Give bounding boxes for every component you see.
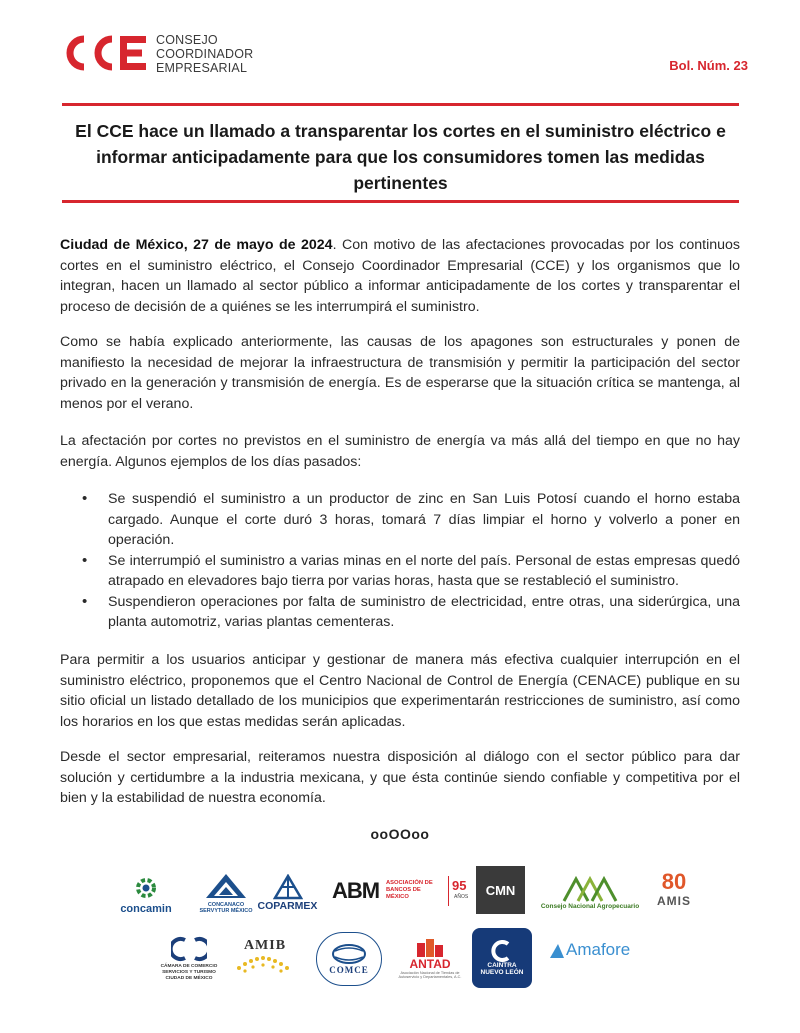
- letterhead: [58, 28, 748, 88]
- paragraph-4: Para permitir a los usuarios anticipar y gestionar de manera más efectiva cualquier interrupción en el suministro eléctrico, proponemos que el Centro Nacional de Control de Energía (CENACE) publique en su sitio oficial un listado detallado de los municipios que experimentarán restricciones de suministro, así como los horarios en los que estas medidas serán aplicadas.: [60, 652, 740, 730]
- amib-label: AMIB: [243, 938, 287, 953]
- abm-95: 95: [452, 878, 467, 893]
- cce-logo: [58, 30, 150, 76]
- org-line-3: EMPRESARIAL: [156, 61, 248, 75]
- abm-logo: [332, 876, 470, 908]
- comce-label: COMCE: [329, 965, 369, 975]
- comce-logo: [316, 932, 382, 986]
- antad-subtitle: Asociación Nacional de Tiendas de Autoservicio y Departamentales, A.C.: [398, 970, 462, 979]
- abm-mark: ABM: [332, 878, 380, 903]
- amis-label: AMIS: [657, 894, 691, 908]
- amafore-logo: [548, 940, 654, 964]
- abm-anos: AÑOS: [454, 894, 469, 900]
- cmn-logo: [476, 866, 525, 914]
- concamin-label: concamin: [120, 903, 172, 915]
- org-line-1: CONSEJO: [156, 33, 218, 47]
- antad-building-icon: [413, 937, 447, 957]
- paragraph-2: Como se había explicado anteriormente, las causas de los apagones son estructurales y ponen de manifiesto la necesidad de mejorar la infraestructura de transmisión y permitir la participación del sector privado en la generación y transmisión de energía. Es de esperarse que la situación crítica se mantenga, al menos por el verano.: [60, 334, 740, 412]
- concanaco-triangle-icon: [204, 872, 248, 900]
- abm-divider: [448, 876, 449, 906]
- headline: El CCE hace un llamado a transparentar los cortes en el suministro eléctrico e informar anticipadamente para que los consumidores tomen las medidas pertinentes: [75, 121, 726, 193]
- org-line-2: COORDINADOR: [156, 47, 254, 61]
- canaco-label: CÁMARA DE COMERCIO SERVICIOS Y TURISMO CIUDAD DE MÉXICO: [160, 964, 218, 981]
- cna-label: Consejo Nacional Agropecuario: [540, 902, 640, 910]
- list-item: • Se interrumpió el suministro a varias minas en el norte del país. Personal de estas empresas quedó atrapado en elevadores bajo tierra por varias horas, hasta que se restableció el suministro.: [60, 551, 740, 592]
- caintra-label: CAINTRA NUEVO LEÓN: [480, 961, 524, 976]
- coparmex-label: COPARMEX: [257, 900, 318, 912]
- cmn-label: CMN: [485, 882, 516, 898]
- concanaco-label: CONCANACO SERVYTUR MÉXICO: [199, 902, 253, 914]
- cna-logo: [530, 866, 650, 916]
- amafore-label: Amafore: [566, 940, 631, 959]
- canaco-cdmx-logo: [150, 930, 228, 988]
- amafore-arrow-icon: [548, 942, 566, 960]
- concamin-gear-icon: [130, 873, 162, 903]
- amis-logo: [646, 862, 702, 916]
- cna-mountains-icon: [562, 873, 618, 903]
- bulletin-number: Bol. Núm. 23: [669, 58, 748, 73]
- paragraph-1: [60, 235, 740, 317]
- paragraph-5: Desde el sector empresarial, reiteramos nuestra disposición al diálogo con el sector público para dar solución y certidumbre a la industria mexicana, y que ésta continúe siendo confiable y competitiva por el bien y la estabilidad de nuestra economía.: [60, 749, 740, 806]
- paragraph-1-text: . Con motivo de las afectaciones provocadas por los continuos cortes en el suministro eléctrico, el Consejo Coordinador Empresarial (CCE) y los organismos que lo integran, hacen un llamado al sector público a informar anticipadamente de los cortes y transparentar el proceso de decisión de a quiénes se les interrumpirá el suministro.: [60, 237, 740, 315]
- abm-subtitle: ASOCIACIÓN DE BANCOS DE MÉXICO: [386, 880, 433, 900]
- organization-name: [156, 33, 253, 75]
- amib-logo: [228, 930, 302, 984]
- examples-list: [60, 489, 740, 633]
- amis-80: 80: [661, 869, 687, 894]
- divider-bottom: [62, 200, 739, 203]
- divider-top: [62, 103, 739, 106]
- caintra-c-icon: [488, 940, 516, 962]
- paragraph-3: La afectación por cortes no previstos en el suministro de energía va más allá del tiempo en que no hay energía. Algunos ejemplos de los días pasados:: [60, 433, 740, 470]
- amib-dots-icon: [233, 954, 297, 976]
- separator: ooOOoo: [370, 826, 430, 842]
- concamin-logo: [110, 868, 182, 920]
- list-item: • Suspendieron operaciones por falta de suministro de electricidad, entre otras, una siderúrgica, una planta automotriz, varias plantas cementeras.: [60, 592, 740, 633]
- coparmex-logo: [245, 866, 330, 920]
- coparmex-pyramid-icon: [273, 874, 303, 900]
- list-item: • Se suspendió el suministro a un productor de zinc en San Luis Potosí cuando el horno estaba cargado. Aunque el corte duró 3 horas, tomará 7 días limpiar el horno y volverlo a poner en operación.: [60, 489, 740, 551]
- canaco-c-icon: [171, 936, 207, 962]
- dateline: Ciudad de México, 27 de mayo de 2024: [60, 237, 333, 253]
- caintra-logo: [472, 928, 532, 988]
- antad-logo: [392, 930, 468, 986]
- comce-globe-icon: [330, 943, 368, 965]
- antad-label: ANTAD: [409, 956, 451, 971]
